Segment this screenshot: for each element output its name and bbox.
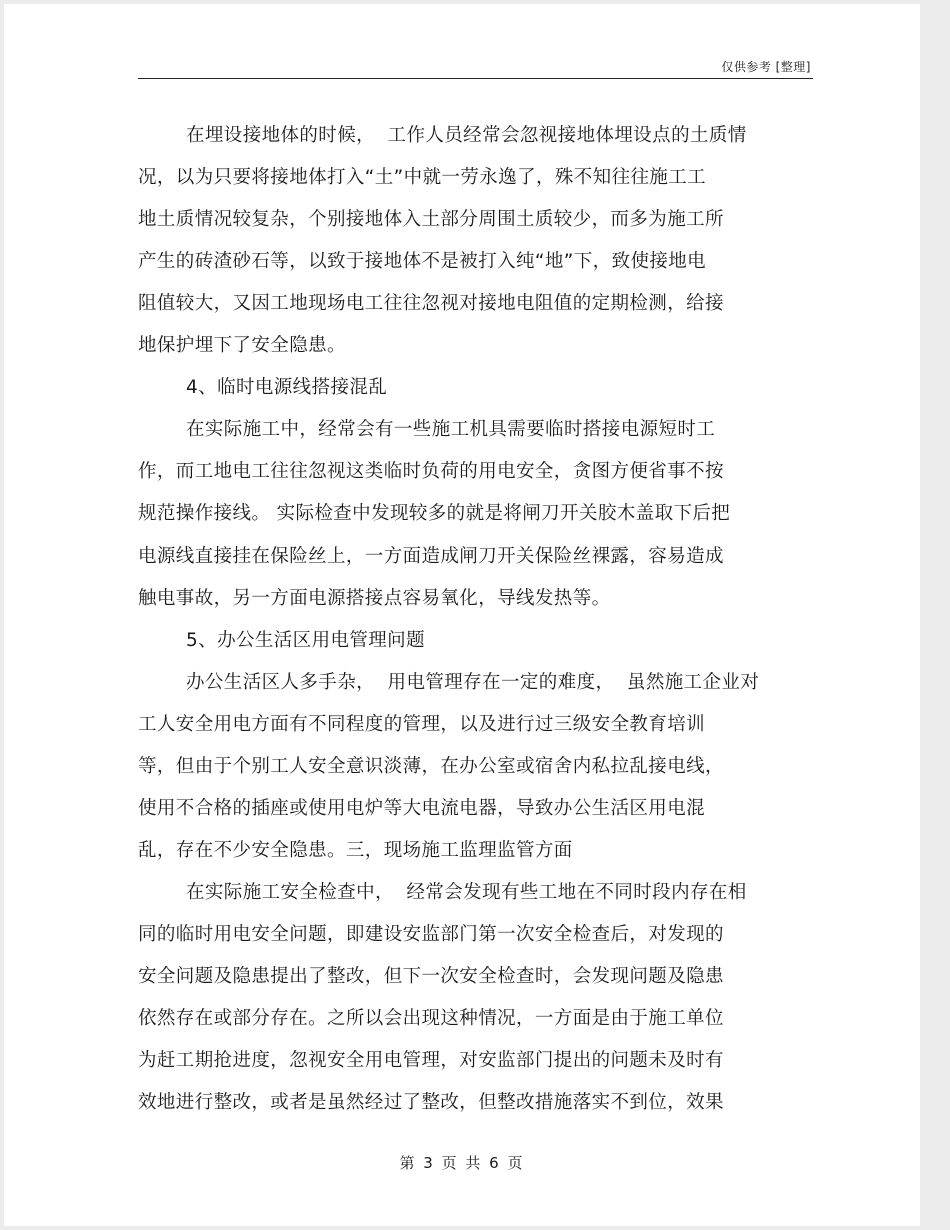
document-page <box>4 4 920 1226</box>
text-line: 效地进行整改，或者是虽然经过了整改，但整改措施落实不到位，效果 <box>138 1092 724 1114</box>
text-line: 在埋设接地体的时候， 工作人员经常会忽视接地体埋设点的土质情 <box>186 125 747 146</box>
page-footer: 第 3 页 共 6 页 <box>399 1154 525 1172</box>
text-line: 产生的砖渣砂石等，以致于接地体不是被打入纯“地”下，致使接地电 <box>138 251 707 273</box>
text-line: 作，而工地电工往往忽视这类临时负荷的用电安全，贪图方便省事不按 <box>138 461 724 483</box>
text-line: 为赶工期抢进度，忽视安全用电管理，对安监部门提出的问题未及时有 <box>138 1050 724 1072</box>
text-line: 4、临时电源线搭接混乱 <box>186 377 388 399</box>
text-line: 5、办公生活区用电管理问题 <box>186 629 425 651</box>
text-line: 等，但由于个别工人安全意识淡薄，在办公室或宿舍内私拉乱接电线， <box>138 755 724 777</box>
text-line: 在实际施工中，经常会有一些施工机具需要临时搭接电源短时工 <box>186 419 716 441</box>
text-line: 使用不合格的插座或使用电炉等大电流电器，导致办公生活区用电混 <box>138 797 706 819</box>
text-line: 电源线直接挂在保险丝上，一方面造成闸刀开关保险丝裸露，容易造成 <box>138 545 724 567</box>
header-text: 仅供参考 [整理] <box>721 60 811 74</box>
text-line: 地保护埋下了安全隐患。 <box>138 335 346 357</box>
text-line: 安全问题及隐患提出了整改，但下一次安全检查时，会发现问题及隐患 <box>138 966 724 987</box>
text-line: 在实际施工安全检查中， 经常会发现有些工地在不同时段内存在相 <box>186 881 747 903</box>
text-line: 况，以为只要将接地体打入“土”中就一劳永逸了，殊不知往往施工工 <box>138 167 707 189</box>
text-line: 地土质情况较复杂，个别接地体入土部分周围土质较少，而多为施工所 <box>138 209 724 231</box>
text-line: 工人安全用电方面有不同程度的管理，以及进行过三级安全教育培训 <box>138 713 706 735</box>
page-header <box>138 56 813 79</box>
text-line: 依然存在或部分存在。之所以会出现这种情况，一方面是由于施工单位 <box>138 1008 724 1030</box>
text-line: 办公生活区人多手杂， 用电管理存在一定的难度， 虽然施工企业对 <box>186 671 760 693</box>
text-line: 阻值较大，又因工地现场电工往往忽视对接地电阻值的定期检测，给接 <box>138 293 724 315</box>
text-line: 乱，存在不少安全隐患。三，现场施工监理监管方面 <box>138 839 573 861</box>
text-line: 规范操作接线。 实际检查中发现较多的就是将闸刀开关胶木盖取下后把 <box>138 503 731 525</box>
text-line: 触电事故，另一方面电源搭接点容易氧化，导线发热等。 <box>138 587 611 609</box>
text-line: 同的临时用电安全问题，即建设安监部门第一次安全检查后，对发现的 <box>138 923 724 945</box>
